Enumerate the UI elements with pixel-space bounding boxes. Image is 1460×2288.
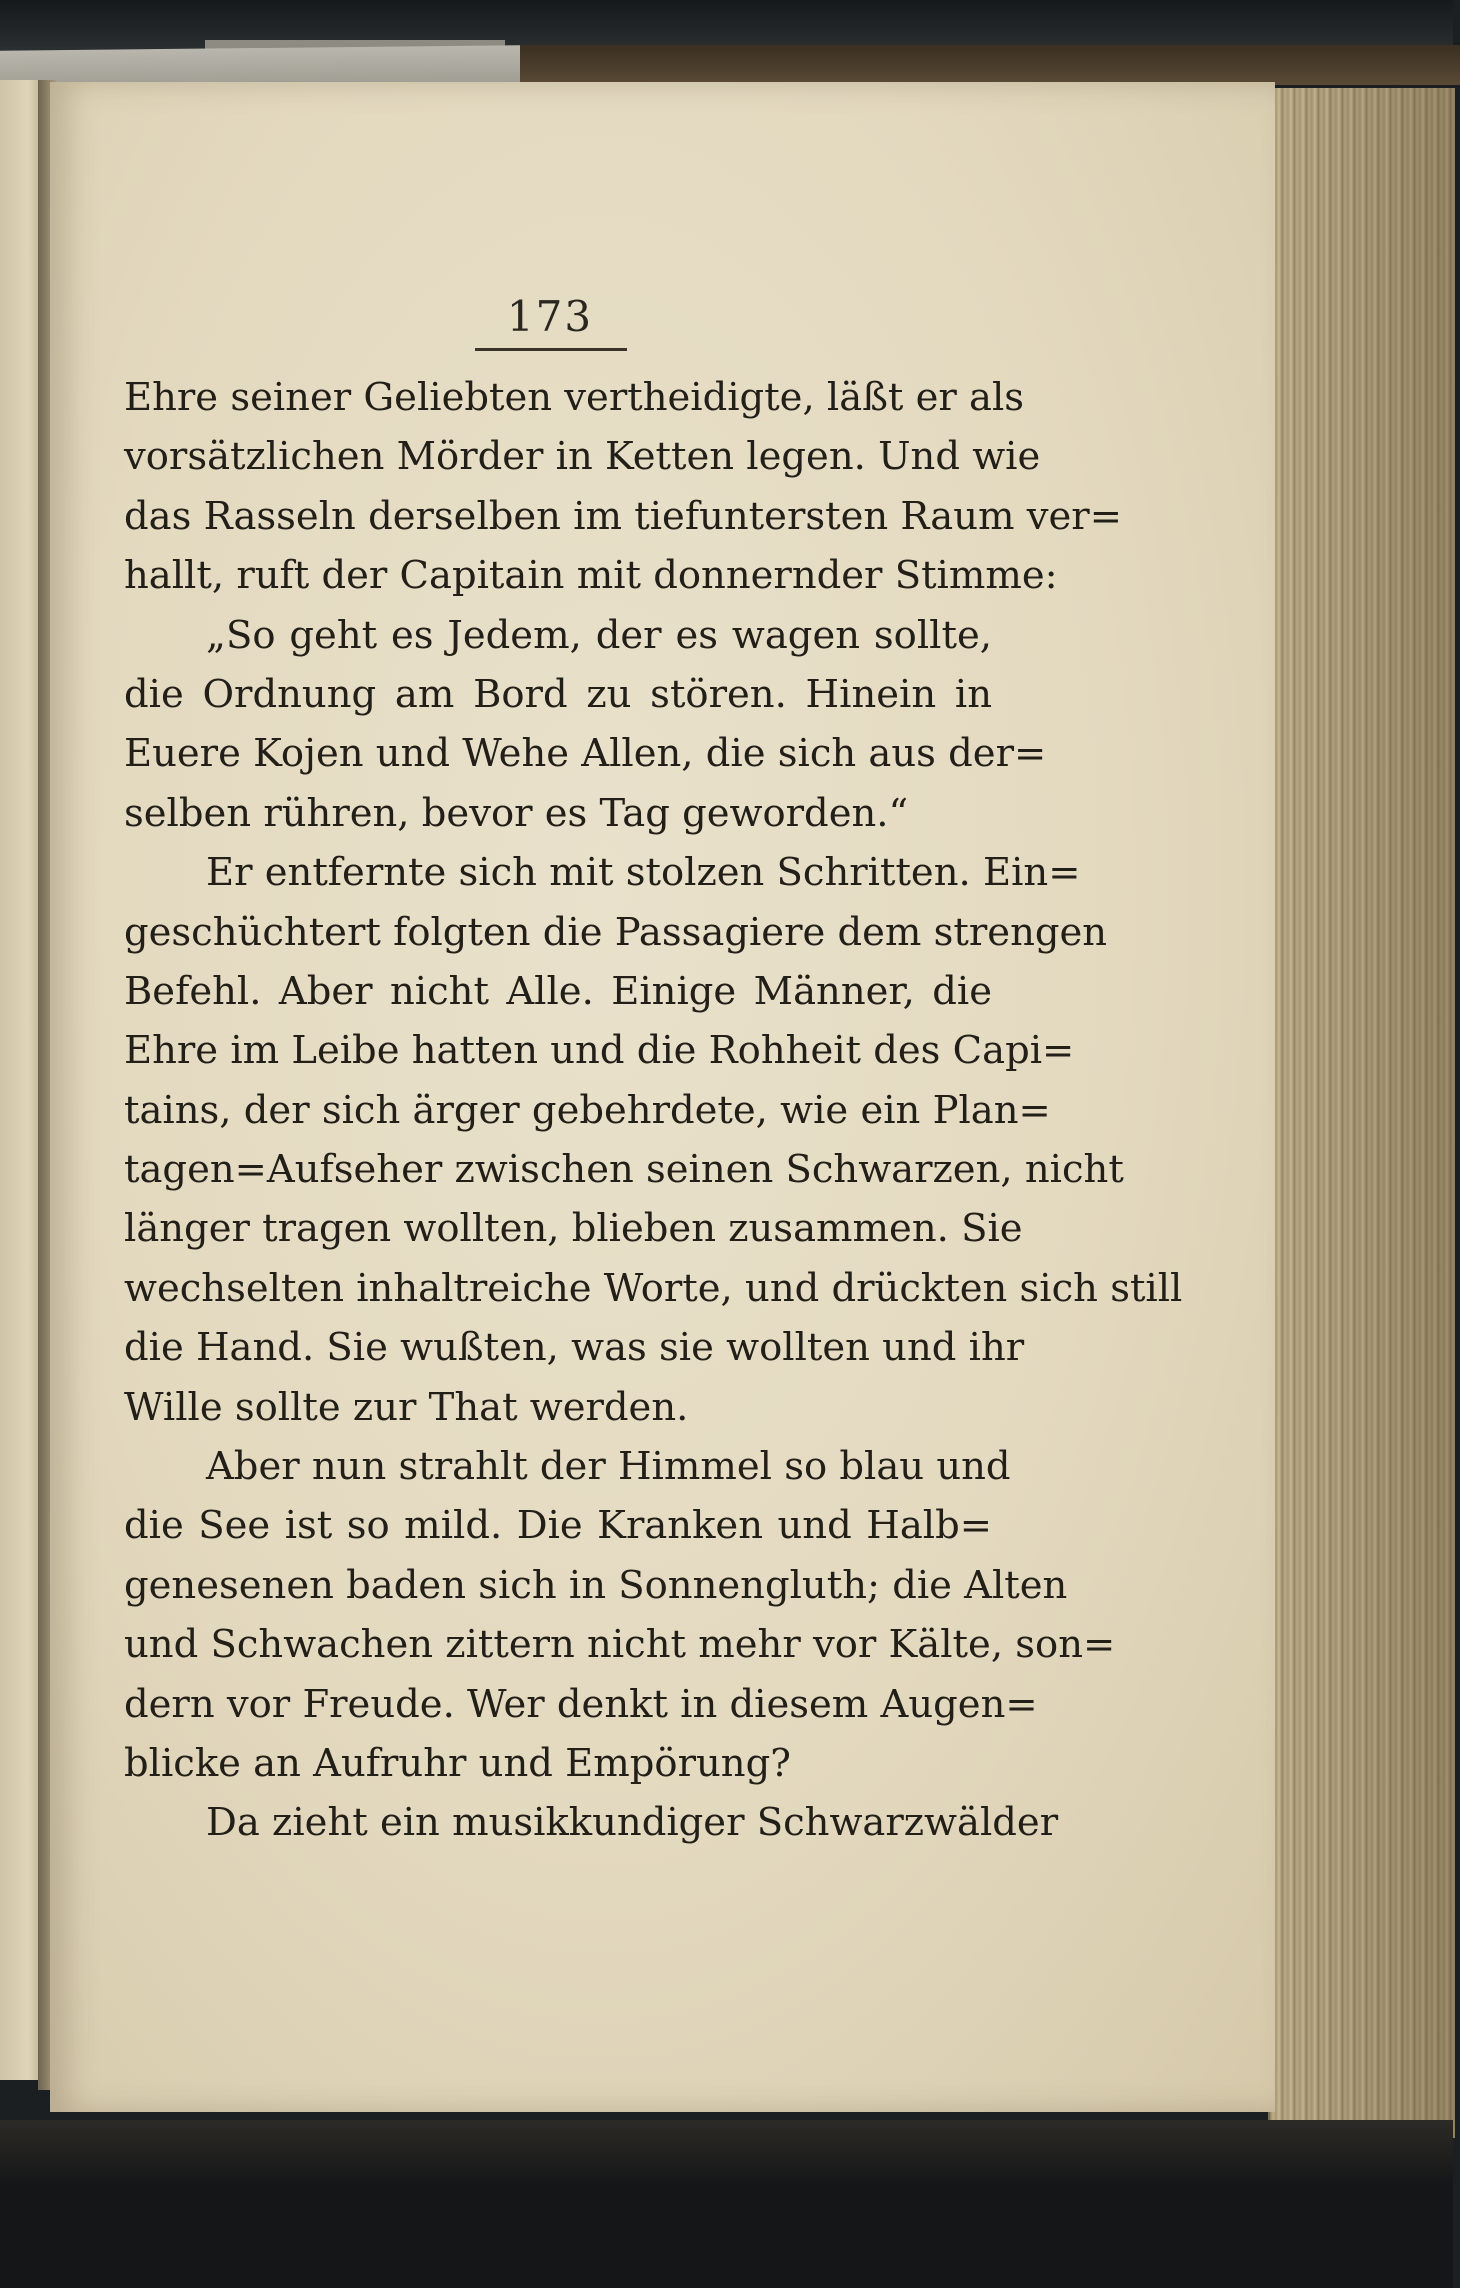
text-line: tains, der sich ärger gebehrdete, wie ein Plan=	[124, 1087, 1051, 1133]
text-line: wechselten inhaltreiche Worte, und drückten sich still	[124, 1265, 1183, 1311]
text-line: Wille sollte zur That werden.	[124, 1384, 689, 1430]
text-line: hallt, ruft der Capitain mit donnernder Stimme:	[124, 553, 1058, 599]
book-spine-edge	[480, 45, 1460, 85]
text-line: vorsätzlichen Mörder in Ketten legen. Und wie	[124, 434, 1041, 480]
text-line: das Rasseln derselben im tiefuntersten Raum ver=	[124, 493, 1122, 539]
text-line: die See ist so mild. Die Kranken und Halb=	[124, 1503, 992, 1549]
page-number-rule	[475, 348, 627, 351]
text-line: die Ordnung am Bord zu stören. Hinein in	[124, 671, 992, 717]
text-line: Befehl. Aber nicht Alle. Einige Männer, die	[124, 968, 992, 1014]
text-line: selben rühren, bevor es Tag geworden.“	[124, 790, 909, 836]
text-line: Ehre im Leibe hatten und die Rohheit des Capi=	[124, 1028, 1075, 1074]
text-line: tagen=Aufseher zwischen seinen Schwarzen, nicht	[124, 1147, 1124, 1193]
page-stack-edge	[1268, 88, 1455, 2138]
text-line: Ehre seiner Geliebten vertheidigte, läßt er als	[124, 375, 1025, 420]
text-line: Euere Kojen und Wehe Allen, die sich aus der=	[124, 731, 1047, 777]
text-line: blicke an Aufruhr und Empörung?	[124, 1740, 791, 1786]
text-line: die Hand. Sie wußten, was sie wollten und ihr	[124, 1325, 1025, 1371]
text-line: Da zieht ein musikkundiger Schwarzwälder	[206, 1800, 1059, 1846]
scan-background-bottom	[0, 2120, 1453, 2288]
text-line: dern vor Freude. Wer denkt in diesem Augen=	[124, 1681, 1038, 1727]
text-line: Aber nun strahlt der Himmel so blau und	[206, 1444, 1011, 1490]
text-line: genesenen baden sich in Sonnengluth; die Alten	[124, 1562, 1068, 1608]
page-body-text	[124, 368, 1183, 1853]
text-line: und Schwachen zittern nicht mehr vor Kälte, son=	[124, 1622, 1116, 1668]
text-line: geschüchtert folgten die Passagiere dem strengen	[124, 909, 1108, 955]
text-line: „So geht es Jedem, der es wagen sollte,	[206, 612, 992, 658]
page-number: 173	[506, 292, 594, 341]
text-line: länger tragen wollten, blieben zusammen. Sie	[124, 1206, 1023, 1252]
text-line: Er entfernte sich mit stolzen Schritten. Ein=	[206, 850, 1081, 896]
